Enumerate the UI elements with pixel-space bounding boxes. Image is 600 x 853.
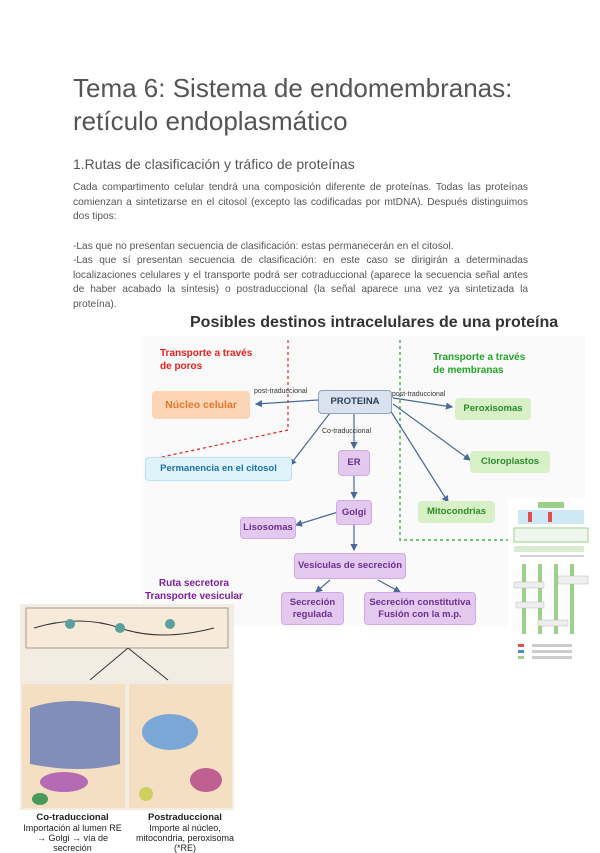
translocation-cell-figure (20, 604, 234, 810)
caption-co-title: Co-traduccional (36, 812, 109, 823)
legend-line (532, 644, 572, 647)
caption-post-line-1: Importe al núcleo, (149, 823, 221, 833)
page-title: Tema 6: Sistema de endomembranas: retículo endoplasmático (73, 73, 513, 136)
legend-swatch (518, 656, 524, 659)
peroxisomas-box: Peroxisomas (455, 398, 531, 420)
schematic-bar (522, 564, 526, 634)
schematic-block (548, 512, 552, 522)
legend-line (532, 650, 572, 653)
nucleo-box: Núcleo celular (152, 391, 250, 419)
ribosome (115, 623, 125, 633)
ruta-line-2: Transporte vesicular (145, 591, 243, 602)
red-label-1: Transporte a través (160, 348, 253, 359)
paragraph-signal: -Las que sí presentan secuencia de clasificación: en este caso se dirigirán a determinadas localizaciones celulares y el transporte podrá ser cotraduccional (aparece la secuencia señal antes de haber acabado la síntesis) o postraduccional (la señal aparece una vez ya sintetizada la proteína). (73, 255, 528, 310)
secrecion-constitutiva-box (364, 592, 476, 625)
paragraph-intro: Cada compartimento celular tendrá una composición diferente de proteínas. Todas las proteínas comienzan a sintetizarse en el citosol (excepto las codificadas por mtDNA). Después distinguimos dos tipos: (73, 182, 528, 222)
schematic-block (514, 546, 584, 552)
lisosomas-box: Lisosomas (240, 517, 296, 539)
schematic-block (514, 528, 588, 542)
caption-co-line-1: Importación al lumen RE (23, 823, 122, 833)
label-co: Co-traduccional (322, 428, 372, 435)
regulada-line-1: Secreción (289, 596, 336, 608)
sorting-schematic-figure (508, 498, 594, 668)
cloroplastos-box: Cloroplastos (470, 451, 550, 473)
mitocondrias-box: Mitocondrias (418, 501, 495, 523)
schematic-block (528, 512, 532, 522)
secrecion-regulada-box (281, 592, 344, 625)
schematic-block (516, 602, 544, 608)
label-post-left: post-traduccional (254, 388, 308, 395)
diagram-title: Posibles destinos intracelulares de una proteína (190, 314, 559, 331)
peroxisome-shape (139, 787, 153, 801)
schematic-bar (570, 564, 574, 634)
golgi-shape (40, 772, 88, 792)
schematic-block (558, 576, 588, 584)
green-label-2: de membranas (433, 365, 504, 376)
constitutiva-line-1: Secreción constitutiva (369, 596, 471, 608)
regulada-line-2: regulada (292, 608, 333, 620)
nucleus-shape (142, 714, 198, 750)
schematic-block (538, 502, 564, 508)
caption-post-line-2: mitocondria, peroxisoma (*RE) (135, 833, 235, 853)
citosol-box: Permanencia en el citosol (145, 457, 292, 481)
schematic-block (514, 582, 544, 588)
legend-swatch (518, 644, 524, 647)
caption-post (125, 812, 245, 853)
ribosome (65, 619, 75, 629)
ruta-secretora-label (145, 577, 243, 603)
paragraph-no-signal: -Las que no presentan secuencia de clasificación: estas permanecerán en el citosol. (73, 241, 454, 252)
proteina-box: PROTEINA (318, 390, 392, 414)
caption-co (20, 812, 125, 853)
caption-co-line-2: → Golgi → vía de secreción (36, 833, 109, 853)
legend-line (532, 656, 572, 659)
red-label-2: de poros (160, 361, 203, 372)
ruta-line-1: Ruta secretora (158, 578, 229, 589)
ribosome (165, 619, 175, 629)
vesiculas-box: Vesículas de secreción (294, 553, 406, 579)
constitutiva-line-2: Fusión con la m.p. (378, 608, 462, 620)
mitochondria-shape (190, 768, 222, 792)
er-box: ER (338, 450, 370, 476)
schematic-block (538, 620, 568, 626)
legend-swatch (518, 650, 524, 653)
green-label-1: Transporte a través (433, 352, 526, 363)
vesicle-shape (32, 793, 48, 805)
caption-post-title: Postraduccional (148, 812, 222, 823)
section-heading: 1.Rutas de clasificación y tráfico de proteínas (73, 156, 355, 172)
golgi-box: Golgi (336, 500, 372, 525)
label-post-right: post-traduccional (392, 391, 446, 398)
ribosome-panel (26, 608, 228, 648)
er-shape (30, 701, 120, 769)
